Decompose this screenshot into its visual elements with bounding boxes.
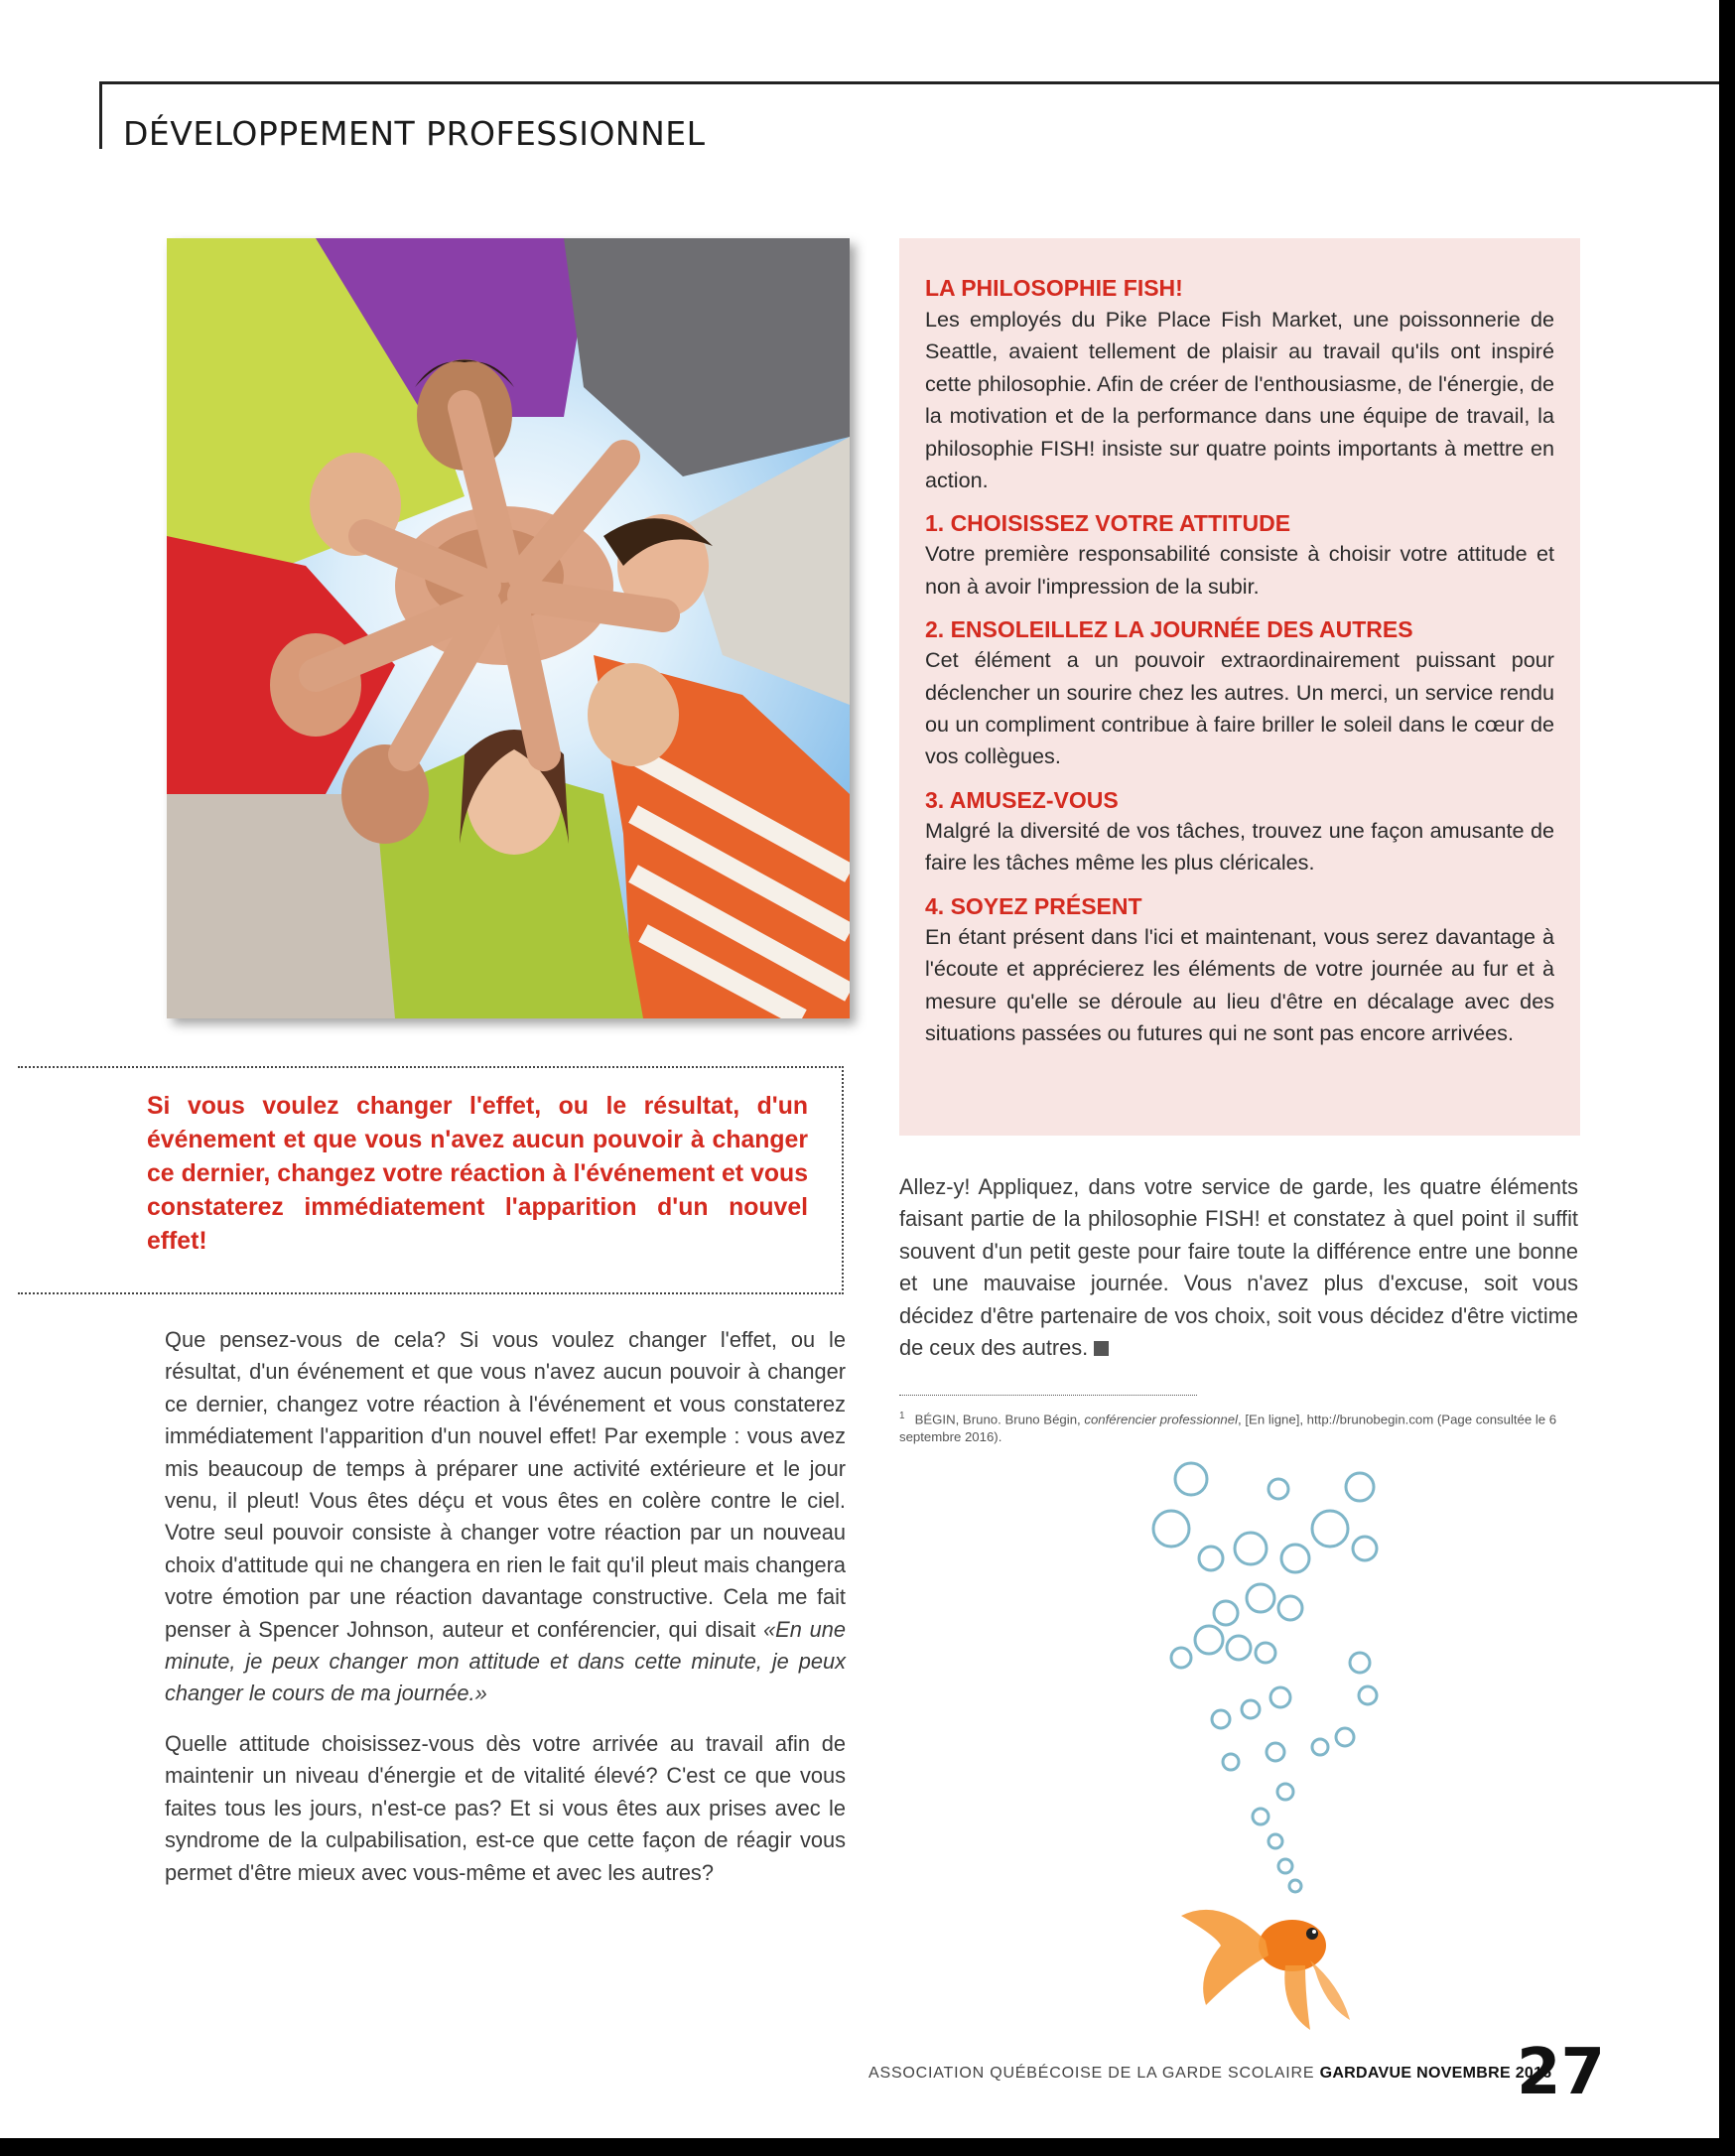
paragraph-text: Que pensez-vous de cela? Si vous voulez changer l'effet, ou le résultat, d'un événement et que vous n'avez aucun pouvoir à changer ce dernier, changez votre réaction à l'événement et vous constaterez immédiatement l'apparition d'un nouvel effet! Par exemple : vous avez mis beaucoup de temps à préparer une activité extérieure et le jour venu, il pleut! Vous êtes déçu et vous êtes en colère contre le ciel. Votre seul pouvoir consiste à changer votre réaction par un nouveau choix d'attitude qui ne changera en rien le fait qu'il pleut mais changera votre émotion par une réaction davantage constructive. Cela me fait penser à Spencer Johnson, auteur et conférencier, qui disait [165, 1327, 846, 1642]
team-hands-photo [167, 238, 850, 1018]
left-column [165, 1324, 846, 1907]
box-title: LA PHILOSOPHIE FISH! [925, 275, 1183, 301]
footnote-number: 1 [899, 1411, 905, 1421]
footnote [899, 1408, 1574, 1446]
fish-points-list [925, 508, 1554, 1049]
page-number: 27 [1517, 2036, 1606, 2109]
point-text: En étant présent dans l'ici et maintenant, vous serez davantage à l'écoute et apprécierez les éléments de votre journée au fur et à mesure qu'elle se déroule au lieu d'être en décalage avec des situations passées ou futures qui ne sont pas encore arrivées. [925, 923, 1554, 1045]
header-rule [99, 81, 1719, 84]
fish-point [925, 614, 1554, 773]
conclusion-text: Allez-y! Appliquez, dans votre service de garde, les quatre éléments faisant partie de la philosophie FISH! et constatez à quel point il suffit souvent d'un petit geste pour faire toute la différence entre une bonne et une mauvaise journée. Vous n'avez plus d'excuse, soit vous décidez d'être partenaire de vos choix, soit vous décidez d'être victime de ceux des autres. [899, 1174, 1578, 1361]
footer-credit [868, 2066, 1552, 2082]
box-intro: Les employés du Pike Place Fish Market, une poissonnerie de Seattle, avaient tellement de plaisir au travail qu'ils ont inspiré cette philosophie. Afin de créer de l'enthousiasme, de l'énergie, de la motivation et de la performance dans une équipe de travail, la philosophie FISH! insiste sur quatre points importants à mettre en action. [925, 307, 1554, 493]
fish-point [925, 508, 1554, 603]
goldfish [1181, 1910, 1350, 2030]
end-of-article-mark [1094, 1341, 1109, 1356]
fish-point [925, 785, 1554, 879]
fish-point [925, 891, 1554, 1050]
point-heading: 1. CHOISISSEZ VOTRE ATTITUDE [925, 510, 1291, 537]
paragraph [165, 1324, 846, 1710]
fish-philosophy-box [899, 238, 1580, 1136]
conclusion-paragraph [899, 1171, 1578, 1364]
quote-spencer-johnson: «En une minute, je peux changer mon attitude et dans cette minute, je peux changer le cours de ma journée.» [165, 1616, 846, 1706]
point-text: Malgré la diversité de vos tâches, trouvez une façon amusante de faire les tâches même les plus cléricales. [925, 817, 1554, 876]
point-text: Votre première responsabilité consiste à choisir votre attitude et non à avoir l'impression de la subir. [925, 541, 1554, 599]
header-rule-left [99, 81, 102, 149]
paragraph: Quelle attitude choisissez-vous dès votre arrivée au travail afin de maintenir un niveau d'énergie et de vitalité élevé? C'est ce que vous faites tous les jours, n'est-ce pas? Et si vous êtes aux prises avec le syndrome de la culpabilisation, est-ce que cette façon de réagir vous permet d'être mieux avec vous-même et avec les autres? [165, 1730, 846, 1885]
point-heading: 2. ENSOLEILLEZ LA JOURNÉE DES AUTRES [925, 616, 1413, 643]
section-title: DÉVELOPPEMENT PROFESSIONNEL [123, 114, 706, 153]
footnote-rule [899, 1395, 1197, 1396]
footnote-lead: BÉGIN, Bruno. Bruno Bégin, [914, 1412, 1085, 1427]
footer-magazine: GARDAVUE NOVEMBRE 2016 [1319, 2065, 1552, 2082]
point-heading: 3. AMUSEZ-VOUS [925, 786, 1119, 813]
point-text: Cet élément a un pouvoir extraordinairement puissant pour déclencher un sourire chez les autres. Un merci, un service rendu ou un compliment contribue à faire briller le soleil dans le cœur de vos collègues. [925, 647, 1554, 769]
point-heading: 4. SOYEZ PRÉSENT [925, 892, 1142, 919]
footer-association: ASSOCIATION QUÉBÉCOISE DE LA GARDE SCOLAIRE [868, 2065, 1320, 2082]
goldfish-bubbles-illustration [1112, 1449, 1409, 2045]
footnote-italic: conférencier professionnel [1084, 1412, 1239, 1427]
footnote-rest: , [En ligne], http://brunobegin.com (Page consultée le 6 septembre 2016). [899, 1412, 1557, 1445]
pull-quote: Si vous voulez changer l'effet, ou le résultat, d'un événement et que vous n'avez aucun pouvoir à changer ce dernier, changez votre réaction à l'événement et vous constaterez immédiatement l'apparition d'un nouvel effet! [147, 1093, 808, 1255]
